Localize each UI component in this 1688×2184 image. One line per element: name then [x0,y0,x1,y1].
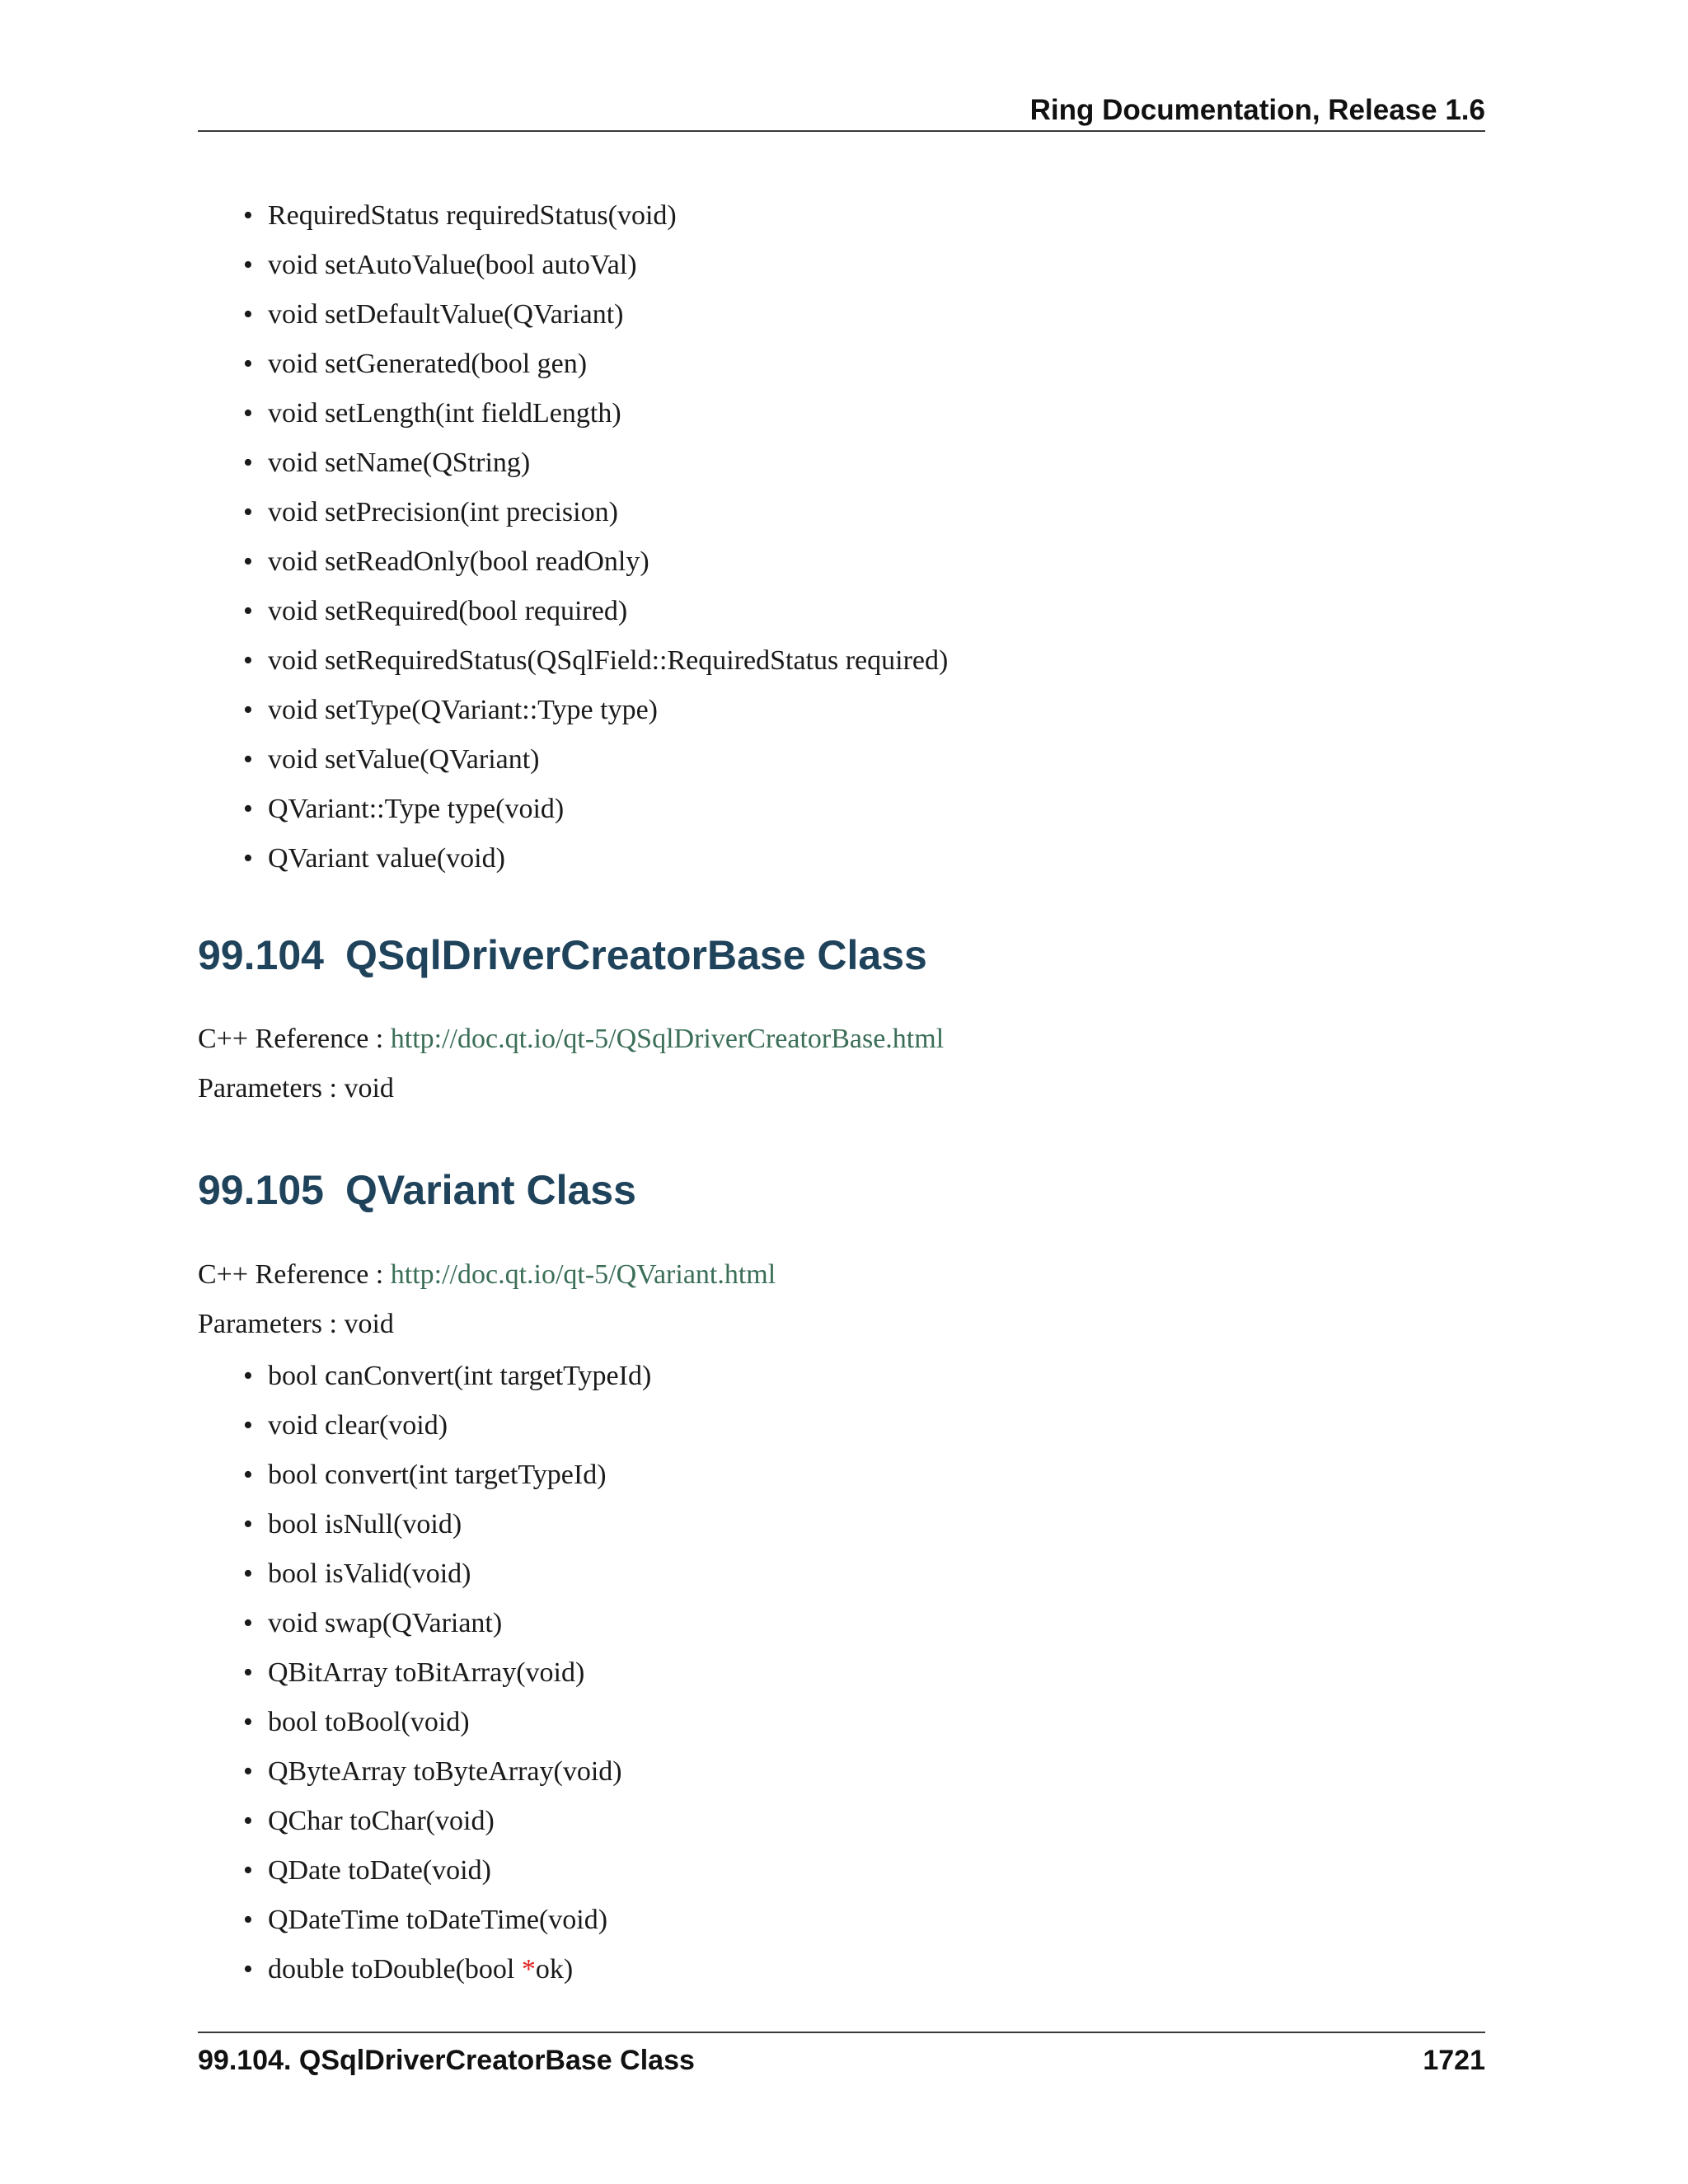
list-item: • void setAutoValue(bool autoVal) [243,241,948,290]
bullet: • [243,1509,253,1540]
list-item: • QByteArray toByteArray(void) [243,1747,651,1797]
list-item: • bool isValid(void) [243,1549,651,1599]
parameters-105: Parameters : void [198,1309,394,1339]
list-item: • void setType(QVariant::Type type) [243,686,948,735]
pointer-star: * [521,1954,536,1985]
list-item: • QChar toChar(void) [243,1797,651,1846]
list-item: • QBitArray toBitArray(void) [243,1648,651,1698]
list-item: • double toDouble(bool *ok) [243,1945,651,1994]
bullet: • [243,1905,253,1935]
bullet: • [243,299,253,330]
parameters-104: Parameters : void [198,1073,394,1104]
reference-label: C++ Reference : [198,1024,391,1054]
list-item: • void clear(void) [243,1401,651,1451]
bullet: • [243,1855,253,1886]
reference-link[interactable]: http://doc.qt.io/qt-5/QSqlDriverCreatorBase.html [390,1024,945,1054]
cpp-reference-105 [198,1259,776,1291]
section-heading-105 [198,1166,636,1214]
reference-label: C++ Reference : [198,1259,391,1290]
list-item: • void setGenerated(bool gen) [243,340,948,389]
bullet: • [243,497,253,527]
page-footer [198,2032,1485,2083]
list-item: • void setValue(QVariant) [243,735,948,785]
cpp-reference-104 [198,1024,944,1055]
bullet: • [243,398,253,429]
qvariant-method-list [243,1352,651,1994]
bullet: • [243,349,253,379]
bullet: • [243,1954,253,1985]
list-item: • bool toBool(void) [243,1698,651,1747]
list-item: • bool convert(int targetTypeId) [243,1451,651,1500]
bullet: • [243,1410,253,1441]
section-number: 99.105 [198,1167,324,1213]
bullet: • [243,645,253,676]
page-number: 1721 [1423,2045,1485,2076]
bullet: • [243,596,253,626]
list-item: • bool canConvert(int targetTypeId) [243,1352,651,1401]
section-number: 99.104 [198,932,324,978]
header-title: Ring Documentation, Release 1.6 [1029,94,1485,126]
list-item: • void setLength(int fieldLength) [243,389,948,438]
list-item: • void setName(QString) [243,438,948,488]
list-item: • void setDefaultValue(QVariant) [243,290,948,340]
list-item: • QVariant value(void) [243,834,948,883]
list-item: • void setRequired(bool required) [243,587,948,636]
list-item: • void swap(QVariant) [243,1599,651,1648]
bullet: • [243,200,253,231]
page-header [198,91,1485,132]
bullet: • [243,744,253,775]
bullet: • [243,1558,253,1589]
list-item: • QDate toDate(void) [243,1846,651,1896]
list-item: • RequiredStatus requiredStatus(void) [243,191,948,241]
reference-link[interactable]: http://doc.qt.io/qt-5/QVariant.html [390,1259,776,1290]
list-item: • QDateTime toDateTime(void) [243,1896,651,1945]
bullet: • [243,1361,253,1391]
section-title: QSqlDriverCreatorBase Class [345,932,927,978]
section-title: QVariant Class [345,1167,636,1213]
bullet: • [243,250,253,280]
qsqlfield-method-list [243,191,948,883]
bullet: • [243,695,253,725]
list-item: • void setReadOnly(bool readOnly) [243,537,948,587]
bullet: • [243,1608,253,1638]
list-item: • bool isNull(void) [243,1500,651,1549]
bullet: • [243,1806,253,1836]
bullet: • [243,1756,253,1787]
bullet: • [243,1707,253,1737]
bullet: • [243,1657,253,1688]
bullet: • [243,794,253,824]
bullet: • [243,448,253,478]
bullet: • [243,843,253,874]
section-heading-104 [198,931,927,979]
list-item: • void setPrecision(int precision) [243,488,948,537]
footer-section-title: 99.104. QSqlDriverCreatorBase Class [198,2045,695,2076]
list-item: • QVariant::Type type(void) [243,785,948,834]
bullet: • [243,1460,253,1490]
bullet: • [243,546,253,577]
list-item: • void setRequiredStatus(QSqlField::RequiredStatus required) [243,636,948,686]
